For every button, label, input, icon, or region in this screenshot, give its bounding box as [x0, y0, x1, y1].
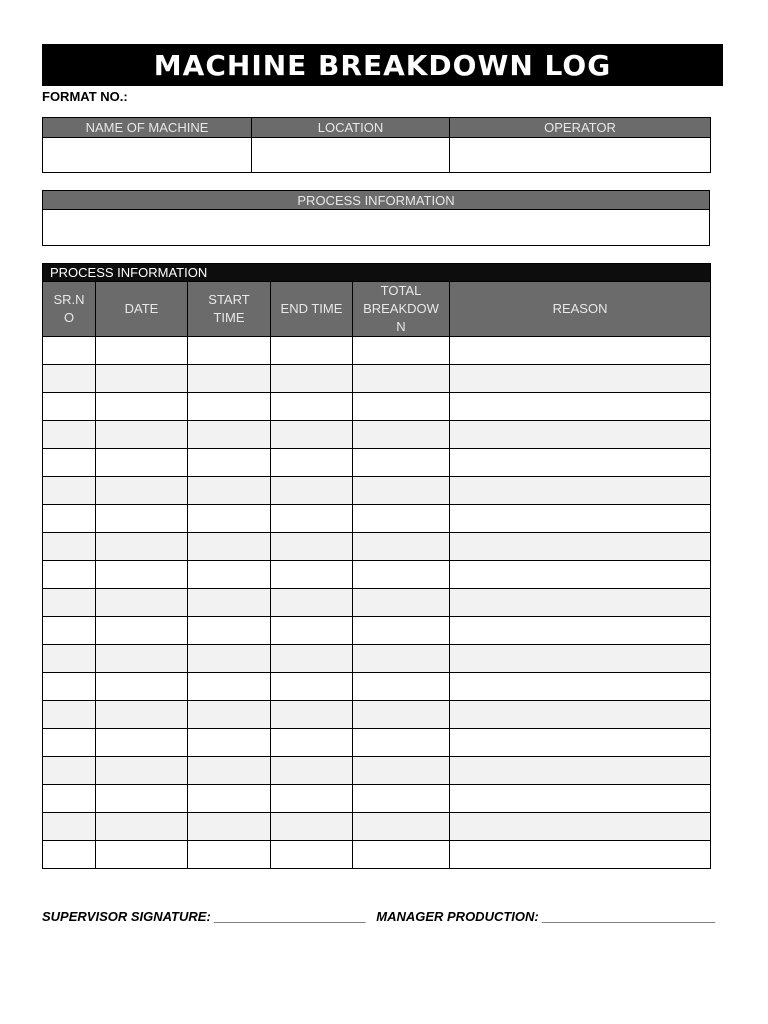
log-cell[interactable]: [353, 785, 450, 813]
log-cell[interactable]: [271, 505, 353, 533]
log-cell[interactable]: [43, 841, 96, 869]
log-cell[interactable]: [188, 421, 271, 449]
log-cell[interactable]: [43, 561, 96, 589]
table-row: [43, 393, 711, 421]
table-row: [43, 813, 711, 841]
log-cell[interactable]: [450, 701, 711, 729]
log-cell[interactable]: [188, 561, 271, 589]
log-cell[interactable]: [188, 729, 271, 757]
log-cell[interactable]: [96, 701, 188, 729]
signature-line: [42, 909, 716, 924]
header-operator: OPERATOR: [450, 118, 711, 138]
log-cell[interactable]: [43, 365, 96, 393]
log-cell[interactable]: [43, 393, 96, 421]
log-cell[interactable]: [43, 757, 96, 785]
log-cell[interactable]: [43, 645, 96, 673]
log-cell[interactable]: [96, 365, 188, 393]
log-cell[interactable]: [353, 533, 450, 561]
log-cell[interactable]: [450, 421, 711, 449]
machine-info-table: [42, 117, 711, 173]
table-row: [43, 449, 711, 477]
log-cell[interactable]: [188, 673, 271, 701]
log-cell[interactable]: [353, 813, 450, 841]
log-cell[interactable]: [353, 729, 450, 757]
log-cell[interactable]: [96, 841, 188, 869]
log-cell[interactable]: [271, 701, 353, 729]
table-row: [43, 757, 711, 785]
log-cell[interactable]: [96, 617, 188, 645]
log-cell[interactable]: [43, 673, 96, 701]
log-cell[interactable]: [188, 449, 271, 477]
log-cell[interactable]: [43, 701, 96, 729]
log-cell[interactable]: [43, 813, 96, 841]
table-row: [43, 729, 711, 757]
col-header-sr-no: SR.N O: [43, 282, 96, 337]
log-cell[interactable]: [450, 785, 711, 813]
log-cell[interactable]: [188, 477, 271, 505]
table-row: [43, 337, 711, 365]
log-cell[interactable]: [353, 673, 450, 701]
format-no-label: FORMAT NO.:: [42, 89, 128, 104]
log-cell[interactable]: [271, 449, 353, 477]
log-cell[interactable]: [43, 421, 96, 449]
table-row: [43, 673, 711, 701]
machine-name-field[interactable]: [43, 138, 252, 173]
header-location: LOCATION: [252, 118, 450, 138]
log-cell[interactable]: [43, 477, 96, 505]
log-cell[interactable]: [450, 393, 711, 421]
log-cell[interactable]: [188, 813, 271, 841]
table-row: [43, 421, 711, 449]
log-cell[interactable]: [271, 421, 353, 449]
log-cell[interactable]: [450, 561, 711, 589]
table-row: [43, 645, 711, 673]
log-cell[interactable]: [353, 757, 450, 785]
location-field[interactable]: [252, 138, 450, 173]
col-header-reason: REASON: [450, 282, 711, 337]
process-info-header: PROCESS INFORMATION: [43, 191, 710, 210]
log-cell[interactable]: [271, 477, 353, 505]
log-cell[interactable]: [271, 589, 353, 617]
log-cell[interactable]: [271, 617, 353, 645]
log-cell[interactable]: [271, 813, 353, 841]
log-cell[interactable]: [271, 785, 353, 813]
log-cell[interactable]: [450, 589, 711, 617]
log-cell[interactable]: [353, 841, 450, 869]
operator-field[interactable]: [450, 138, 711, 173]
log-section-title: PROCESS INFORMATION: [43, 264, 711, 282]
table-row: [43, 561, 711, 589]
table-row: [43, 365, 711, 393]
log-cell[interactable]: [271, 729, 353, 757]
log-cell[interactable]: [188, 393, 271, 421]
supervisor-signature[interactable]: SUPERVISOR SIGNATURE: _____________________: [42, 909, 367, 924]
breakdown-log-table: [42, 263, 711, 869]
process-info-field[interactable]: [43, 210, 710, 246]
log-cell[interactable]: [450, 813, 711, 841]
manager-production-signature[interactable]: MANAGER PRODUCTION: ________________________: [376, 909, 716, 924]
log-cell[interactable]: [450, 449, 711, 477]
log-cell[interactable]: [353, 561, 450, 589]
col-header-date: DATE: [96, 282, 188, 337]
log-cell[interactable]: [271, 841, 353, 869]
log-cell[interactable]: [353, 645, 450, 673]
log-cell[interactable]: [353, 617, 450, 645]
log-cell[interactable]: [353, 701, 450, 729]
header-name-of-machine: NAME OF MACHINE: [43, 118, 252, 138]
col-header-start-time: START TIME: [188, 282, 271, 337]
log-cell[interactable]: [271, 561, 353, 589]
page-title: MACHINE BREAKDOWN LOG: [153, 48, 612, 82]
log-cell[interactable]: [43, 617, 96, 645]
log-cell[interactable]: [43, 729, 96, 757]
log-cell[interactable]: [271, 757, 353, 785]
log-cell[interactable]: [450, 841, 711, 869]
log-cell[interactable]: [96, 533, 188, 561]
log-cell[interactable]: [271, 645, 353, 673]
log-cell[interactable]: [43, 449, 96, 477]
log-cell[interactable]: [96, 785, 188, 813]
log-cell[interactable]: [450, 533, 711, 561]
log-cell[interactable]: [450, 757, 711, 785]
log-cell[interactable]: [271, 365, 353, 393]
log-cell[interactable]: [96, 421, 188, 449]
log-cell[interactable]: [43, 337, 96, 365]
log-cell[interactable]: [96, 589, 188, 617]
log-cell[interactable]: [188, 617, 271, 645]
log-cell[interactable]: [188, 365, 271, 393]
process-info-box: [42, 190, 710, 246]
log-cell[interactable]: [450, 673, 711, 701]
log-cell[interactable]: [353, 589, 450, 617]
log-cell[interactable]: [271, 337, 353, 365]
table-row: [43, 533, 711, 561]
log-cell[interactable]: [188, 701, 271, 729]
col-header-end-time: END TIME: [271, 282, 353, 337]
log-cell[interactable]: [188, 785, 271, 813]
log-cell[interactable]: [353, 393, 450, 421]
log-cell[interactable]: [43, 533, 96, 561]
log-cell[interactable]: [43, 505, 96, 533]
log-cell[interactable]: [96, 729, 188, 757]
log-cell[interactable]: [188, 589, 271, 617]
log-cell[interactable]: [96, 561, 188, 589]
log-cell[interactable]: [450, 617, 711, 645]
log-cell[interactable]: [271, 393, 353, 421]
log-cell[interactable]: [43, 785, 96, 813]
table-row: [43, 477, 711, 505]
log-cell[interactable]: [271, 673, 353, 701]
log-cell[interactable]: [353, 505, 450, 533]
log-cell[interactable]: [96, 477, 188, 505]
log-cell[interactable]: [96, 337, 188, 365]
col-header-total-breakdown: TOTAL BREAKDOW N: [353, 282, 450, 337]
log-cell[interactable]: [450, 337, 711, 365]
log-cell[interactable]: [96, 757, 188, 785]
log-cell[interactable]: [353, 421, 450, 449]
log-cell[interactable]: [450, 365, 711, 393]
log-cell[interactable]: [353, 449, 450, 477]
log-cell[interactable]: [188, 757, 271, 785]
log-cell[interactable]: [96, 393, 188, 421]
log-cell[interactable]: [96, 505, 188, 533]
log-cell[interactable]: [188, 337, 271, 365]
log-cell[interactable]: [353, 365, 450, 393]
log-cell[interactable]: [353, 477, 450, 505]
log-cell[interactable]: [450, 505, 711, 533]
log-cell[interactable]: [450, 645, 711, 673]
table-row: [43, 589, 711, 617]
log-cell[interactable]: [353, 337, 450, 365]
log-cell[interactable]: [96, 813, 188, 841]
table-row: [43, 701, 711, 729]
log-cell[interactable]: [188, 533, 271, 561]
log-cell[interactable]: [188, 505, 271, 533]
log-cell[interactable]: [43, 589, 96, 617]
table-row: [43, 841, 711, 869]
table-row: [43, 785, 711, 813]
log-cell[interactable]: [96, 673, 188, 701]
log-cell[interactable]: [450, 477, 711, 505]
title-bar: [42, 44, 723, 86]
table-row: [43, 617, 711, 645]
log-cell[interactable]: [96, 449, 188, 477]
table-row: [43, 505, 711, 533]
log-cell[interactable]: [450, 729, 711, 757]
log-cell[interactable]: [188, 841, 271, 869]
log-cell[interactable]: [271, 533, 353, 561]
log-cell[interactable]: [96, 645, 188, 673]
log-cell[interactable]: [188, 645, 271, 673]
